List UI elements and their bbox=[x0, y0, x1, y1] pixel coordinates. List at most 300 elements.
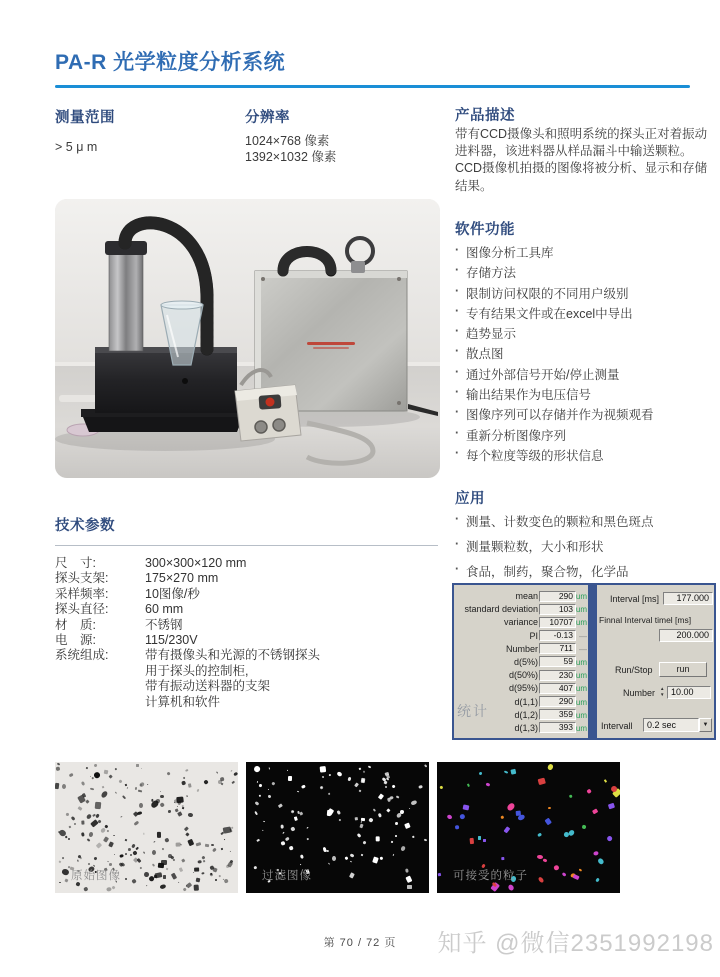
particle-dot bbox=[375, 836, 379, 841]
particle-dot bbox=[103, 837, 109, 844]
red-button bbox=[266, 398, 275, 407]
combo-dropdown-icon[interactable]: ▼ bbox=[699, 718, 712, 732]
particle-dot bbox=[469, 837, 473, 843]
particle-dot bbox=[294, 817, 298, 821]
particle-dot bbox=[183, 888, 188, 892]
particle-dot bbox=[135, 787, 138, 790]
particle-dot bbox=[166, 868, 169, 871]
particle-dot bbox=[212, 847, 217, 852]
stat-unit: um bbox=[575, 710, 587, 720]
particle-dot bbox=[62, 784, 66, 789]
particle-dot bbox=[61, 857, 63, 860]
particle-dot bbox=[139, 803, 143, 808]
title-underline bbox=[55, 85, 690, 88]
particle-dot bbox=[595, 877, 600, 882]
particle-dot bbox=[69, 773, 73, 777]
particle-dot bbox=[82, 821, 85, 825]
particle-dot bbox=[131, 843, 135, 848]
particle-dot bbox=[278, 804, 283, 809]
particle-dot bbox=[109, 863, 113, 866]
stat-value-field: 711 bbox=[539, 643, 576, 654]
product-description-text: 带有CCD摄像头和照明系统的探头正对着振动进料器，该进料器从样品漏斗中输送颗粒。 CCD摄像机拍摄的图像将被分析、显示和存储结果。 bbox=[455, 127, 708, 193]
particle-dot bbox=[160, 884, 167, 890]
software-feature-item: · 限制访问权限的不同用户级别 bbox=[455, 284, 715, 304]
stat-value-field: 59 bbox=[539, 656, 576, 667]
particle-dot bbox=[143, 833, 144, 835]
particle-dot bbox=[125, 877, 127, 879]
particle-dot bbox=[360, 824, 364, 829]
particle-dot bbox=[201, 856, 205, 860]
particle-dot bbox=[81, 832, 84, 836]
particle-dot bbox=[81, 781, 85, 786]
stat-label: variance bbox=[503, 617, 538, 628]
stat-label: standard deviation bbox=[464, 604, 538, 615]
particle-dot bbox=[424, 764, 428, 768]
particle-dot bbox=[537, 832, 542, 837]
particle-dot bbox=[125, 839, 127, 841]
particle-dot bbox=[437, 873, 441, 876]
particle-dot bbox=[503, 770, 507, 774]
spec-value: 带有摄像头和光源的不锈钢探头 用于探头的控制柜, 带有振动送料器的支架 计算机和软件 bbox=[145, 648, 321, 709]
particle-dot bbox=[65, 878, 69, 882]
section-heading-product-description: 产品描述 bbox=[455, 108, 515, 124]
particle-dot bbox=[181, 781, 185, 785]
stat-value-field: 103 bbox=[539, 604, 576, 615]
application-item: · 测量颗粒数，大小和形状 bbox=[455, 537, 715, 562]
number-spinner[interactable]: ▲ ▼ bbox=[660, 686, 665, 697]
spec-label: 探头支架: bbox=[55, 571, 109, 586]
particle-dot bbox=[216, 771, 218, 773]
particle-dot bbox=[162, 847, 164, 849]
particle-dot bbox=[253, 765, 261, 774]
particle-dot bbox=[363, 771, 364, 773]
particle-dot bbox=[114, 854, 115, 855]
product-photo bbox=[55, 199, 440, 478]
filtered-image bbox=[246, 762, 429, 893]
stat-value-field: 290 bbox=[539, 591, 576, 602]
particle-dot bbox=[95, 802, 102, 809]
particle-dot bbox=[358, 768, 361, 771]
particle-dot bbox=[301, 785, 306, 790]
software-feature-item: · 散点图 bbox=[455, 344, 715, 364]
particle-dot bbox=[221, 848, 223, 850]
particle-dot bbox=[412, 836, 415, 839]
particle-dot bbox=[195, 878, 200, 883]
particle-dot bbox=[307, 838, 309, 840]
particle-dot bbox=[454, 825, 459, 829]
particle-dot bbox=[478, 836, 481, 840]
panel-divider bbox=[588, 585, 597, 738]
particle-dot bbox=[139, 782, 145, 788]
particle-dot bbox=[55, 783, 60, 789]
particle-dot bbox=[171, 872, 177, 879]
particle-dot bbox=[296, 791, 298, 793]
stat-value-field: 393 bbox=[539, 722, 576, 733]
particle-dot bbox=[380, 857, 383, 861]
particle-dot bbox=[164, 838, 169, 843]
stat-value-field: 407 bbox=[539, 683, 576, 694]
particle-dot bbox=[125, 852, 128, 855]
particle-dot bbox=[188, 813, 193, 817]
stat-row bbox=[454, 656, 588, 669]
particle-dot bbox=[345, 856, 349, 860]
section-heading-applications: 应用 bbox=[455, 491, 485, 507]
particle-dot bbox=[395, 821, 398, 825]
resolution-value-2: 1392×1032 像素 bbox=[245, 149, 337, 164]
final-interval-label: Finnal Interval timel [ms] bbox=[599, 615, 692, 625]
particle-dot bbox=[362, 841, 366, 845]
particle-dot bbox=[547, 763, 554, 770]
software-feature-item: · 输出结果作为电压信号 bbox=[455, 385, 715, 405]
particle-dot bbox=[152, 863, 155, 866]
particle-dot bbox=[538, 778, 546, 785]
stat-row bbox=[454, 603, 588, 616]
particle-dot bbox=[126, 787, 128, 789]
particle-dot bbox=[115, 767, 117, 769]
software-feature-item: · 重新分析图像序列 bbox=[455, 426, 715, 446]
particle-dot bbox=[423, 839, 426, 842]
particle-dot bbox=[586, 788, 592, 793]
particle-dot bbox=[138, 790, 142, 793]
intervall-combobox[interactable]: 0.2 sec bbox=[643, 718, 699, 732]
connector-right bbox=[273, 419, 285, 431]
stat-row bbox=[454, 630, 588, 643]
particle-dot bbox=[195, 868, 200, 872]
particle-dot bbox=[367, 765, 371, 768]
particle-dot bbox=[197, 788, 200, 792]
particle-dot bbox=[178, 811, 183, 816]
particle-dot bbox=[409, 807, 411, 809]
stat-row bbox=[454, 682, 588, 695]
spec-row bbox=[55, 602, 440, 617]
section-heading-tech-specs: 技术参数 bbox=[55, 518, 115, 534]
particle-dot bbox=[66, 812, 70, 815]
probe-cylinder bbox=[109, 251, 143, 351]
particle-dot bbox=[61, 868, 69, 875]
particle-dot bbox=[178, 882, 180, 884]
stat-unit: um bbox=[575, 723, 587, 733]
particle-dot bbox=[233, 771, 238, 776]
final-interval-field[interactable]: 200.000 bbox=[659, 629, 713, 642]
particle-dot bbox=[300, 812, 304, 816]
product-photo-illustration bbox=[55, 199, 440, 478]
spec-value: 60 mm bbox=[145, 602, 184, 617]
particle-dot bbox=[100, 827, 107, 834]
particle-dot bbox=[134, 821, 140, 826]
stat-label: mean bbox=[515, 591, 538, 601]
particle-dot bbox=[349, 873, 355, 879]
particle-dot bbox=[107, 830, 109, 832]
stat-row bbox=[454, 643, 588, 656]
run-stop-label: Run/Stop bbox=[615, 665, 653, 675]
particle-dot bbox=[88, 832, 93, 838]
particle-dot bbox=[96, 842, 102, 848]
original-image-caption: 原始图像 bbox=[71, 870, 121, 882]
particle-dot bbox=[56, 766, 61, 771]
stat-unit: um bbox=[575, 618, 587, 628]
particle-dot bbox=[568, 829, 576, 837]
particle-dot bbox=[307, 827, 309, 829]
particle-dot bbox=[86, 813, 92, 819]
particle-dot bbox=[544, 818, 552, 826]
particle-dot bbox=[74, 823, 76, 825]
particle-dot bbox=[193, 872, 194, 873]
particle-dot bbox=[357, 833, 362, 838]
particle-dot bbox=[406, 876, 413, 884]
particle-dot bbox=[259, 784, 262, 787]
particle-dot bbox=[385, 786, 388, 789]
stat-label: d(1,3) bbox=[514, 722, 538, 733]
particle-dot bbox=[215, 879, 217, 881]
particle-dot bbox=[104, 770, 109, 775]
particle-dot bbox=[319, 766, 326, 772]
particle-dot bbox=[178, 867, 182, 872]
software-feature-item: · 专有结果文件或在excel中导出 bbox=[455, 304, 715, 324]
particle-dot bbox=[395, 835, 397, 837]
measurement-controls-pane bbox=[597, 585, 714, 738]
particle-dot bbox=[339, 819, 341, 821]
particle-dot bbox=[463, 804, 470, 810]
spec-value: 300×300×120 mm bbox=[145, 556, 247, 570]
particle-dot bbox=[86, 767, 88, 769]
stat-row bbox=[454, 722, 588, 735]
particle-dot bbox=[288, 776, 293, 781]
particle-dot bbox=[268, 767, 270, 770]
particle-dot bbox=[336, 772, 342, 778]
spec-label: 探头直径: bbox=[55, 602, 109, 617]
particle-dot bbox=[400, 846, 406, 853]
particle-dot bbox=[378, 813, 382, 818]
stat-row bbox=[454, 590, 588, 603]
particle-dot bbox=[131, 879, 137, 884]
particle-dot bbox=[154, 841, 156, 843]
particle-dot bbox=[163, 875, 166, 879]
particle-dot bbox=[147, 784, 149, 786]
particle-dot bbox=[155, 872, 163, 879]
stat-label: PI bbox=[529, 630, 538, 641]
particle-dot bbox=[224, 839, 225, 840]
particle-dot bbox=[59, 882, 61, 883]
spec-value: 175×270 mm bbox=[145, 571, 219, 586]
particle-dot bbox=[332, 856, 336, 861]
particle-dot bbox=[78, 806, 83, 811]
particle-dot bbox=[460, 813, 466, 819]
particle-dot bbox=[185, 832, 189, 836]
tech-specs-divider bbox=[55, 545, 438, 546]
particle-dot bbox=[226, 865, 229, 868]
particle-dot bbox=[350, 854, 355, 859]
particle-dot bbox=[578, 868, 581, 871]
stat-unit: um bbox=[575, 697, 587, 707]
spec-label: 系统组成: bbox=[55, 648, 109, 663]
particle-dot bbox=[272, 782, 276, 786]
particle-dot bbox=[592, 808, 599, 814]
particle-dot bbox=[137, 858, 142, 863]
particle-dot bbox=[581, 824, 586, 829]
particle-dot bbox=[511, 769, 517, 775]
software-features-list bbox=[455, 243, 715, 466]
page-number: 第 70 / 72 页 bbox=[323, 937, 397, 949]
particle-dot bbox=[268, 795, 271, 798]
particle-dot bbox=[283, 832, 285, 834]
particle-dot bbox=[257, 781, 259, 783]
application-item: · 测量、计数变色的颗粒和黑色斑点 bbox=[455, 512, 715, 537]
measurement-range-value: > 5 μ m bbox=[55, 140, 98, 154]
spec-row bbox=[55, 648, 440, 710]
stat-label: Number bbox=[505, 643, 538, 654]
particle-dot bbox=[132, 850, 137, 855]
number-label: Number bbox=[623, 688, 656, 698]
spec-value: 不锈钢 bbox=[145, 617, 183, 632]
intervall-label: Intervall bbox=[601, 721, 633, 731]
software-feature-item: · 通过外部信号开始/停止测量 bbox=[455, 365, 715, 385]
particle-dot bbox=[405, 869, 409, 873]
particle-dot bbox=[121, 816, 123, 818]
stat-label: d(95%) bbox=[508, 683, 538, 694]
run-button[interactable]: run bbox=[659, 662, 707, 677]
software-feature-item: · 趋势显示 bbox=[455, 324, 715, 344]
particle-dot bbox=[141, 767, 142, 768]
particle-dot bbox=[140, 867, 142, 870]
particle-dot bbox=[253, 866, 257, 869]
particle-dot bbox=[326, 849, 329, 851]
particle-dot bbox=[257, 839, 261, 843]
particle-dot bbox=[203, 779, 209, 785]
particle-dot bbox=[167, 771, 171, 775]
stat-unit: um bbox=[575, 605, 587, 615]
particle-dot bbox=[608, 803, 615, 809]
particle-dot bbox=[361, 853, 363, 855]
particle-dot bbox=[280, 824, 284, 828]
particle-dot bbox=[418, 785, 423, 789]
particle-dot bbox=[411, 800, 418, 806]
particle-dot bbox=[553, 865, 560, 871]
particle-dot bbox=[108, 841, 114, 848]
particle-dot bbox=[328, 862, 330, 864]
spec-row bbox=[55, 633, 440, 648]
particle-dot bbox=[328, 792, 331, 795]
particle-dot bbox=[107, 886, 112, 891]
particle-dot bbox=[182, 777, 185, 780]
spec-label: 电 源: bbox=[55, 633, 96, 648]
particle-dot bbox=[407, 885, 411, 888]
application-item: · 食品，制药，聚合物，化学品 bbox=[455, 562, 715, 587]
particle-dot bbox=[561, 872, 566, 877]
particle-dot bbox=[322, 775, 325, 778]
particle-dot bbox=[196, 842, 201, 847]
particle-dot bbox=[93, 856, 97, 860]
particle-dot bbox=[188, 783, 191, 787]
particle-dot bbox=[373, 808, 376, 811]
particle-dot bbox=[360, 821, 362, 823]
particle-dot bbox=[118, 779, 122, 783]
particle-dot bbox=[287, 770, 288, 772]
interval-field[interactable]: 177.000 bbox=[663, 592, 713, 605]
particle-dot bbox=[395, 795, 399, 799]
particle-dot bbox=[182, 859, 186, 863]
stat-label: d(50%) bbox=[508, 670, 538, 681]
particle-dot bbox=[259, 795, 261, 797]
spec-label: 尺 寸: bbox=[55, 556, 96, 570]
particle-dot bbox=[102, 785, 105, 788]
particle-dot bbox=[483, 839, 486, 842]
particle-dot bbox=[77, 854, 81, 858]
stat-value-field: 230 bbox=[539, 670, 576, 681]
particle-dot bbox=[447, 814, 454, 820]
particle-dot bbox=[504, 826, 511, 833]
particle-dot bbox=[354, 817, 357, 820]
particle-dot bbox=[136, 847, 140, 851]
particle-dot bbox=[518, 814, 526, 821]
resolution-value-1: 1024×768 像素 bbox=[245, 134, 330, 148]
particle-dot bbox=[68, 838, 70, 840]
interval-label: Interval [ms] bbox=[609, 594, 659, 604]
stat-label: d(1,2) bbox=[514, 709, 538, 720]
particle-dot bbox=[101, 790, 109, 798]
particle-dot bbox=[147, 875, 154, 882]
particle-dot bbox=[59, 861, 62, 864]
particle-dot bbox=[184, 827, 189, 832]
particle-dot bbox=[606, 835, 613, 842]
particle-dot bbox=[211, 844, 214, 846]
particle-dot bbox=[368, 817, 373, 822]
particle-dot bbox=[268, 789, 269, 790]
particle-dot bbox=[337, 810, 341, 814]
stat-value-field: 10707 bbox=[539, 617, 576, 628]
particle-dot bbox=[168, 809, 172, 812]
particle-dot bbox=[69, 826, 72, 829]
section-heading-measurement-range: 测量范围 bbox=[55, 110, 115, 126]
tech-specs-table bbox=[55, 556, 440, 710]
particle-dot bbox=[186, 769, 189, 772]
stat-value-field: 359 bbox=[539, 709, 576, 720]
stat-unit: um bbox=[575, 657, 587, 667]
particle-dot bbox=[569, 795, 573, 799]
particle-dot bbox=[389, 796, 394, 800]
filtered-image-caption: 过滤图像 bbox=[262, 870, 312, 882]
particle-dot bbox=[181, 807, 184, 810]
particle-dot bbox=[478, 772, 482, 776]
stat-label: d(1,1) bbox=[514, 696, 538, 707]
particle-dot bbox=[152, 850, 156, 855]
particle-dot bbox=[113, 835, 115, 837]
connector-left bbox=[255, 421, 267, 433]
software-feature-item: · 图像序列可以存储并作为视频观看 bbox=[455, 405, 715, 425]
particle-dot bbox=[108, 775, 112, 779]
stat-row bbox=[454, 616, 588, 629]
particle-dot bbox=[597, 857, 604, 865]
stat-label: d(5%) bbox=[513, 656, 538, 667]
spec-value: 10图像/秒 bbox=[145, 586, 200, 601]
particle-dot bbox=[159, 802, 165, 808]
number-field[interactable]: 10.00 bbox=[667, 686, 711, 699]
particle-dot bbox=[223, 827, 232, 834]
particle-dot bbox=[387, 809, 391, 813]
particle-dot bbox=[254, 801, 259, 806]
particle-dot bbox=[136, 764, 139, 767]
particle-dot bbox=[212, 868, 218, 873]
particle-dot bbox=[359, 789, 362, 792]
particle-dot bbox=[160, 795, 164, 799]
particle-dot bbox=[224, 879, 229, 884]
particle-dot bbox=[143, 872, 148, 878]
page-title: PA-R 光学粒度分析系统 bbox=[55, 51, 286, 74]
statistics-watermark: 统计 bbox=[457, 703, 489, 719]
original-image bbox=[55, 762, 238, 893]
particle-dot bbox=[86, 838, 90, 841]
spec-row bbox=[55, 571, 440, 586]
particle-dot bbox=[377, 793, 383, 799]
